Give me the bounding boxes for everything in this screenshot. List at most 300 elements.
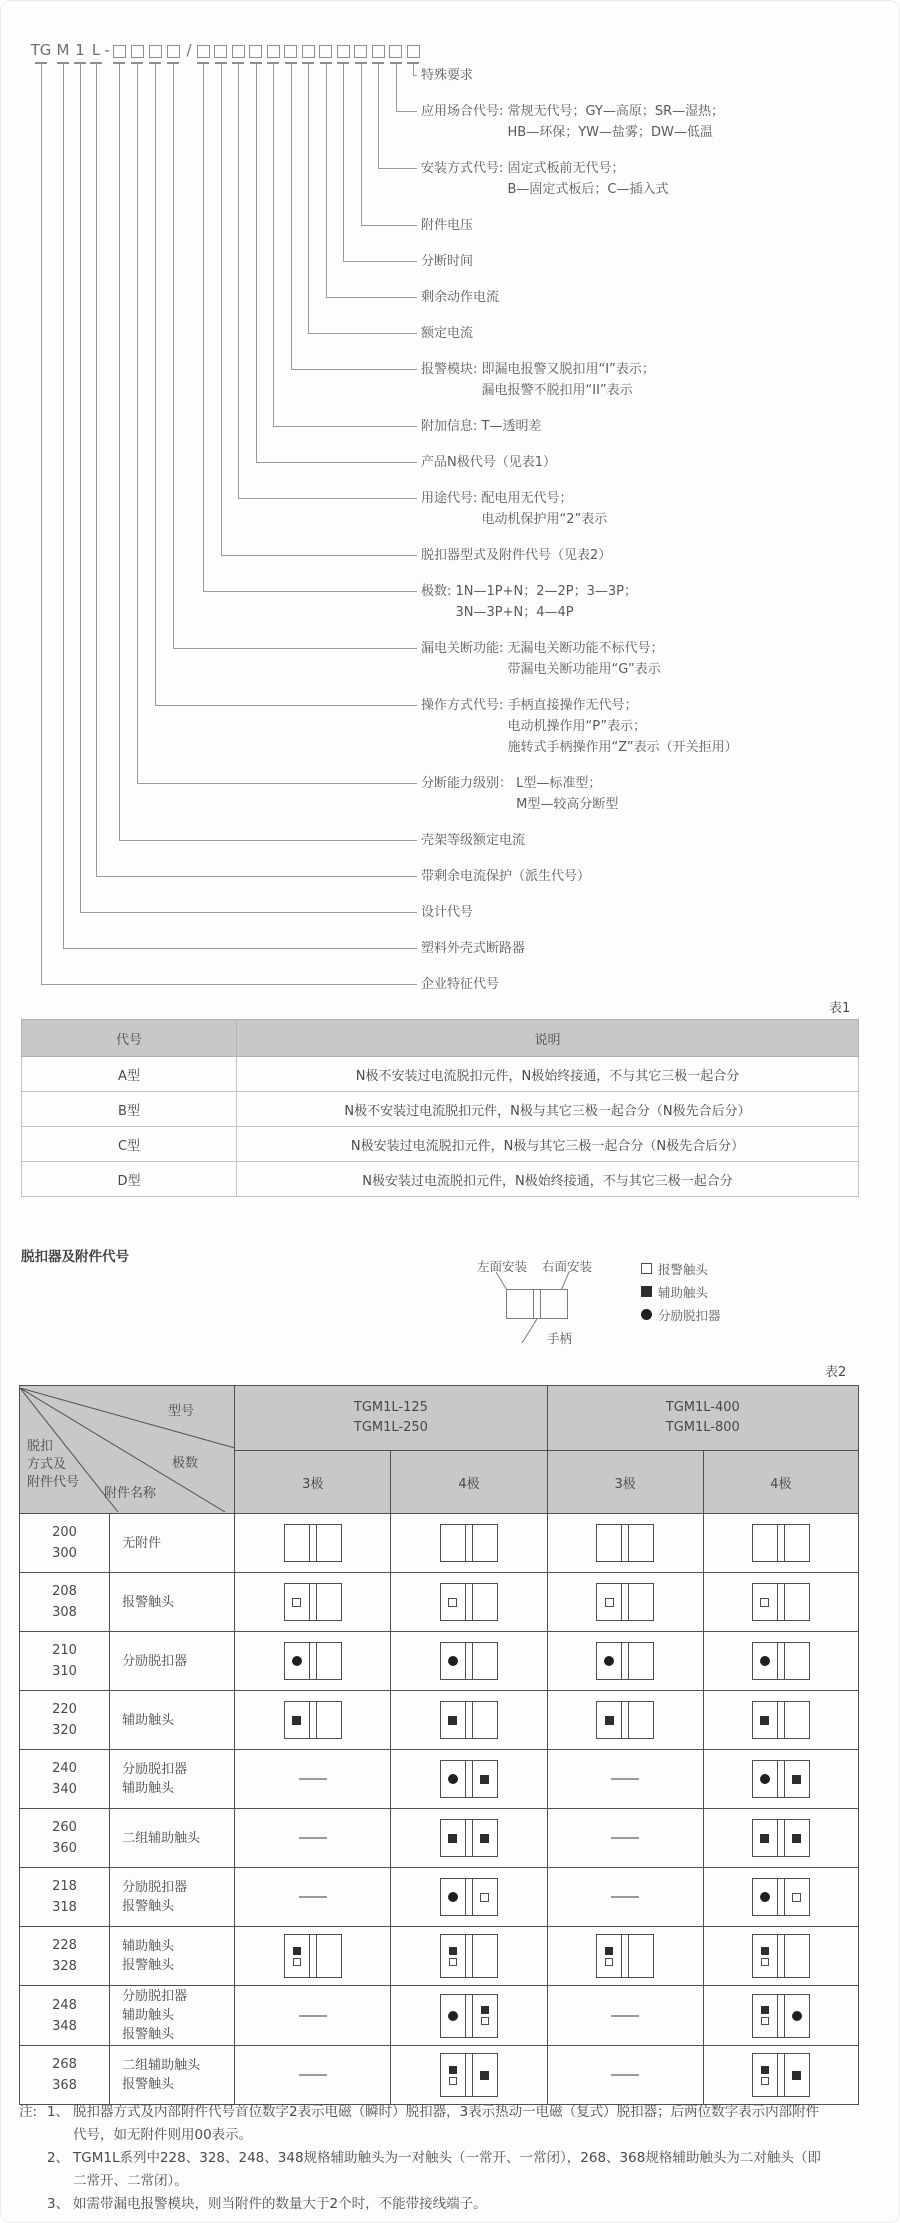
alarm-marker-icon — [761, 1958, 769, 1966]
code-field-label — [421, 938, 525, 959]
div: 报警触头 — [122, 1958, 175, 1973]
span: 固定式板前无代号； — [507, 161, 625, 176]
vline — [221, 64, 222, 555]
lbl-row — [421, 866, 590, 887]
shunt-marker-icon — [448, 1774, 458, 1784]
shunt-marker-icon — [760, 1892, 770, 1902]
breaker-handle-bar — [777, 1525, 785, 1561]
code-field-label — [421, 638, 664, 680]
aux-marker-icon — [293, 1947, 301, 1955]
breaker-handle-bar — [465, 2054, 473, 2096]
span: 电动机操作用“P”表示； — [507, 719, 647, 734]
code-field-label — [421, 545, 611, 566]
breaker-symbol — [284, 1642, 342, 1680]
model-name-line: TGM1L-800 — [665, 1420, 740, 1435]
breaker-handle-bar — [621, 1935, 629, 1977]
code-field-label — [421, 158, 669, 200]
code-field-label — [421, 902, 473, 923]
t2-name — [110, 2046, 235, 2105]
not-available-dash — [611, 2074, 639, 2076]
breaker-symbol — [440, 1819, 498, 1857]
compartment — [785, 1702, 809, 1738]
legend-label-shunt: 分励脱扣器 — [658, 1307, 721, 1323]
aux-marker-icon — [448, 1716, 457, 1725]
vline — [396, 64, 397, 111]
vline — [155, 64, 156, 705]
div: 报警触头 — [122, 2077, 175, 2092]
lbl-row — [421, 581, 637, 602]
div: 无附件 — [122, 1535, 162, 1551]
compartment — [473, 1643, 497, 1679]
compartment — [441, 1820, 465, 1856]
div: 308 — [52, 1605, 77, 1620]
sym-cell — [703, 1514, 858, 1573]
alarm-marker-icon — [449, 1958, 457, 1966]
breaker-handle-bar — [777, 1995, 785, 2037]
sym-cell — [547, 1691, 703, 1750]
not-available-dash — [299, 1837, 327, 1839]
div: 200 — [52, 1525, 77, 1540]
div: 268 — [52, 2057, 77, 2072]
sym-cell — [547, 1809, 703, 1868]
div: 210 — [52, 1643, 77, 1658]
shunt-release-icon — [641, 1309, 652, 1320]
compartment — [285, 1702, 309, 1738]
sym-cell — [391, 1750, 547, 1809]
t2-code — [20, 1986, 110, 2046]
compartment — [785, 1643, 809, 1679]
t2-code — [20, 1632, 110, 1691]
table2-row — [20, 2046, 859, 2105]
lbl-row — [421, 830, 525, 851]
breaker-symbol — [440, 1760, 498, 1798]
span: 漏电报警不脱扣用“II”表示 — [481, 383, 633, 398]
aux-contact-icon — [641, 1286, 652, 1297]
breaker-symbol — [284, 1701, 342, 1739]
div: 320 — [52, 1723, 77, 1738]
shunt-marker-icon — [604, 1656, 614, 1666]
breaker-symbol — [440, 1878, 498, 1916]
shunt-marker-icon — [760, 1774, 770, 1784]
breaker-handle-bar — [465, 1525, 473, 1561]
sym-cell — [547, 2046, 703, 2105]
table2-tag: 表2 — [825, 1365, 847, 1380]
breaker-handle-bar — [777, 1702, 785, 1738]
sym-cell — [235, 1868, 391, 1927]
code-field-label — [421, 488, 607, 530]
sym-cell — [235, 1514, 391, 1573]
lbl-row — [421, 488, 607, 509]
div: 360 — [52, 1841, 77, 1856]
code-field-label — [421, 974, 499, 995]
sym-cell — [391, 2046, 547, 2105]
t2-name — [110, 1809, 235, 1868]
span: L型—标准型； — [516, 776, 602, 791]
t2-name — [110, 1514, 235, 1573]
compartment — [317, 1525, 341, 1561]
breaker-handle-bar — [621, 1643, 629, 1679]
table1-header-row — [22, 1020, 859, 1057]
aux-marker-icon — [792, 2071, 801, 2080]
div: 辅助触头 — [122, 1781, 175, 1796]
lbl-row — [421, 323, 473, 344]
breaker-handle-bar — [777, 1935, 785, 1977]
sym-cell — [547, 1927, 703, 1986]
breaker-symbol — [752, 1642, 810, 1680]
hline — [291, 369, 418, 370]
table1-row — [22, 1057, 859, 1092]
compartment — [753, 1525, 777, 1561]
breaker-symbol — [440, 2053, 498, 2097]
hline — [378, 168, 417, 169]
compartment — [785, 1525, 809, 1561]
t2-name — [110, 1750, 235, 1809]
sym-cell — [235, 1927, 391, 1986]
aux-marker-icon — [480, 1834, 489, 1843]
div: 辅助触头 — [122, 1939, 175, 1954]
span: 电动机保护用“2”表示 — [481, 512, 608, 527]
compartment — [441, 1995, 465, 2037]
span: 带漏电关断功能用“G”表示 — [507, 662, 661, 677]
hline — [413, 75, 417, 76]
div: 辅助触头 — [122, 1712, 175, 1728]
div: 340 — [52, 1782, 77, 1797]
code-field-label — [421, 581, 637, 623]
hline — [80, 912, 417, 913]
code-box — [354, 45, 367, 58]
span: T—透明差 — [481, 419, 542, 434]
table1-wrap — [21, 1019, 859, 1197]
breaker-handle-bar — [465, 1643, 473, 1679]
aux-marker-icon — [761, 2066, 769, 2074]
breaker-left-compartment — [507, 1290, 533, 1318]
sym-cell — [703, 2046, 858, 2105]
breaker-handle-bar — [777, 1820, 785, 1856]
aux-marker-icon — [761, 1947, 769, 1955]
legend-row-aux — [641, 1280, 721, 1303]
sym-cell — [391, 1986, 547, 2046]
aux-marker-icon — [761, 2006, 769, 2014]
code-field-label — [421, 323, 473, 344]
right-mount-label: 右面安装 — [542, 1259, 593, 1274]
code-field-label — [421, 866, 590, 887]
compartment — [441, 1643, 465, 1679]
vline — [273, 64, 274, 426]
lbl-row — [421, 509, 607, 530]
table1-tag: 表1 — [829, 1001, 851, 1016]
td: N极不安装过电流脱扣元件，N极与其它三极一起合分（N极先合后分） — [237, 1092, 859, 1127]
vline — [343, 64, 344, 261]
thead — [20, 1386, 859, 1514]
breaker-handle-bar — [309, 1702, 317, 1738]
span: 配电用无代号； — [481, 491, 573, 506]
not-available-dash — [299, 1778, 327, 1780]
lbl-name: 操作方式代号: — [421, 698, 508, 713]
table2-row — [20, 1809, 859, 1868]
lbl-row — [421, 158, 669, 179]
breaker-symbol — [284, 1934, 342, 1978]
table2-row — [20, 1514, 859, 1573]
table2-row — [20, 1927, 859, 1986]
lbl-name: 额定电流 — [421, 326, 474, 341]
hline — [343, 261, 417, 262]
lbl-row — [421, 602, 637, 623]
n-pole-code-table — [21, 1019, 859, 1197]
not-available-dash — [611, 2015, 639, 2017]
breaker-handle-bar — [777, 1879, 785, 1915]
lbl-name: 带剩余电流保护（派生代号） — [421, 869, 591, 884]
compartment — [317, 1702, 341, 1738]
sym-cell — [391, 1632, 547, 1691]
table1-body — [22, 1057, 859, 1197]
sym-cell — [391, 1573, 547, 1632]
alarm-marker-icon — [761, 2077, 769, 2085]
compartment — [473, 1820, 497, 1856]
breaker-handle-bar — [777, 1584, 785, 1620]
compartment — [473, 2054, 497, 2096]
table1-row — [22, 1127, 859, 1162]
t2-code — [20, 1573, 110, 1632]
div: 218 — [52, 1879, 77, 1894]
t2-name — [110, 1632, 235, 1691]
lbl-name: 应用场合代号: — [421, 104, 508, 119]
not-available-dash — [299, 1896, 327, 1898]
breaker-figure-body — [506, 1289, 568, 1319]
sym-cell — [703, 1809, 858, 1868]
sym-cell — [547, 1750, 703, 1809]
table2-body — [20, 1514, 859, 2105]
code-box — [284, 45, 297, 58]
vline — [173, 64, 174, 648]
code-sep: / — [186, 41, 192, 59]
not-available-dash — [611, 1837, 639, 1839]
corner-label-poles: 极数 — [172, 1455, 199, 1471]
vline — [308, 64, 309, 333]
alarm-marker-icon — [480, 1893, 489, 1902]
compartment — [597, 1643, 621, 1679]
table2-header-row1 — [20, 1386, 859, 1451]
shunt-marker-icon — [292, 1656, 302, 1666]
pole-header-1: 3极 — [235, 1451, 391, 1514]
sym-cell — [391, 1691, 547, 1750]
aux-marker-icon — [292, 1716, 301, 1725]
compartment — [473, 1702, 497, 1738]
compartment — [785, 1995, 809, 2037]
breaker-handle-bar — [465, 1584, 473, 1620]
compartment — [473, 1935, 497, 1977]
div: 分励脱扣器 — [122, 1880, 188, 1895]
breaker-symbol — [596, 1524, 654, 1562]
lbl-row — [421, 938, 525, 959]
span: 即漏电报警又脱扣用“I”表示； — [481, 362, 655, 377]
compartment — [441, 1879, 465, 1915]
sym-cell — [703, 1868, 858, 1927]
not-available-dash — [299, 2074, 327, 2076]
sym-cell — [547, 1514, 703, 1573]
corner-code-line3: 附件代号 — [27, 1474, 80, 1490]
compartment — [753, 1643, 777, 1679]
code-box — [302, 45, 315, 58]
corner-code-line1: 脱扣 — [27, 1438, 54, 1454]
code-box — [389, 45, 402, 58]
t2-code — [20, 1868, 110, 1927]
alarm-marker-icon — [293, 1958, 301, 1966]
div: 报警触头 — [122, 1899, 175, 1914]
breaker-handle-bar — [621, 1525, 629, 1561]
code-box — [149, 45, 162, 58]
compartment — [441, 1584, 465, 1620]
breaker-symbol — [752, 1819, 810, 1857]
compartment — [441, 1935, 465, 1977]
alarm-marker-icon — [792, 1893, 801, 1902]
span: B—固定式板后；C—插入式 — [507, 182, 669, 197]
aux-marker-icon — [481, 2006, 489, 2014]
note-item — [47, 2193, 831, 2216]
breaker-symbol — [440, 1583, 498, 1621]
hline — [326, 297, 418, 298]
lbl-name: 附加信息: — [421, 419, 482, 434]
corner-label-model: 型号 — [168, 1403, 195, 1419]
notes-items — [47, 2101, 831, 2216]
note-num: 2、 — [47, 2150, 70, 2166]
hline — [221, 555, 418, 556]
td: N极安装过电流脱扣元件，N极始终接通，不与其它三极一起合分 — [237, 1162, 859, 1197]
compartment — [285, 1584, 309, 1620]
corner-label-accessory: 附件名称 — [104, 1485, 157, 1501]
lbl-name: 塑料外壳式断路器 — [421, 941, 526, 956]
span: 手柄直接操作无代号； — [507, 698, 638, 713]
lbl-name: 用途代号: — [421, 491, 482, 506]
hline — [256, 462, 418, 463]
compartment — [597, 1584, 621, 1620]
lbl-row — [421, 638, 664, 659]
lbl-row — [421, 101, 724, 122]
notes-prefix: 注: — [19, 2104, 38, 2120]
code-box — [407, 45, 420, 58]
hline — [273, 426, 417, 427]
hline — [238, 498, 417, 499]
breaker-symbol — [752, 1701, 810, 1739]
sym-cell — [703, 1986, 858, 2046]
lbl-row — [421, 65, 473, 86]
span: M型—较高分断型 — [516, 797, 619, 812]
handle-label: 手柄 — [547, 1331, 573, 1346]
t2-code — [20, 1750, 110, 1809]
breaker-handle-bar — [533, 1290, 541, 1318]
t2-code — [20, 2046, 110, 2105]
div: 240 — [52, 1761, 77, 1776]
legend-label-aux: 辅助触头 — [658, 1284, 709, 1300]
lbl-row — [421, 380, 655, 401]
t2-code — [20, 1809, 110, 1868]
compartment — [441, 1761, 465, 1797]
div: 分励脱扣器 — [122, 1762, 188, 1777]
vline — [119, 64, 120, 840]
footnotes — [19, 2101, 885, 2216]
hline — [396, 111, 418, 112]
model-name-line: TGM1L-400 — [665, 1400, 740, 1415]
sym-cell — [703, 1927, 858, 1986]
breaker-symbol — [284, 1583, 342, 1621]
legend-row-shunt — [641, 1303, 721, 1326]
vline — [80, 64, 81, 912]
table2-row — [20, 1868, 859, 1927]
model-header-400-800 — [547, 1386, 858, 1451]
shunt-marker-icon — [792, 2011, 802, 2021]
vline — [41, 64, 42, 984]
lbl-name: 报警模块: — [421, 362, 482, 377]
table1-row — [22, 1092, 859, 1127]
sym-cell — [235, 1986, 391, 2046]
code-field-label — [421, 65, 473, 86]
breaker-symbol — [440, 1524, 498, 1562]
vline — [256, 64, 257, 462]
breaker-figure — [506, 1289, 568, 1319]
breaker-handle-bar — [777, 1761, 785, 1797]
lbl-name: 壳架等级额定电流 — [421, 833, 526, 848]
sym-cell — [235, 2046, 391, 2105]
not-available-dash — [611, 1896, 639, 1898]
t2-name — [110, 1927, 235, 1986]
compartment — [753, 1584, 777, 1620]
breaker-symbol — [752, 1934, 810, 1978]
code-ch: TG — [30, 41, 52, 59]
lbl-row — [421, 179, 669, 200]
hline — [119, 840, 417, 841]
compartment — [785, 1761, 809, 1797]
td: D型 — [22, 1162, 237, 1197]
aux-marker-icon — [448, 1834, 457, 1843]
lbl-name: 漏电关断功能: — [421, 641, 508, 656]
hline — [203, 591, 417, 592]
t2-code — [20, 1927, 110, 1986]
alarm-marker-icon — [605, 1958, 613, 1966]
compartment — [597, 1935, 621, 1977]
not-available-dash — [299, 2015, 327, 2017]
span: 3N—3P+N；4—4P — [455, 605, 574, 620]
compartment — [473, 1761, 497, 1797]
breaker-handle-bar — [621, 1584, 629, 1620]
code-box — [197, 45, 210, 58]
code-field-label — [421, 773, 618, 815]
hline — [308, 333, 417, 334]
code-box — [372, 45, 385, 58]
lbl-row — [421, 215, 473, 236]
code-field-label — [421, 452, 556, 473]
t2-name — [110, 1573, 235, 1632]
t2-code — [20, 1514, 110, 1573]
sym-cell — [547, 1868, 703, 1927]
pole-header-3: 3极 — [547, 1451, 703, 1514]
breaker-handle-bar — [465, 1879, 473, 1915]
note-item — [47, 2101, 831, 2147]
sym-cell — [391, 1809, 547, 1868]
aux-marker-icon — [792, 1834, 801, 1843]
compartment — [285, 1525, 309, 1561]
hline — [137, 783, 417, 784]
span: 常规无代号；GY—高原；SR—湿热； — [507, 104, 725, 119]
breaker-symbol — [752, 1583, 810, 1621]
table2-corner-cell — [20, 1386, 235, 1514]
breaker-symbol — [596, 1583, 654, 1621]
div: 分励脱扣器 — [122, 1653, 188, 1669]
compartment — [629, 1643, 653, 1679]
aux-marker-icon — [792, 1775, 801, 1784]
lbl-row — [421, 794, 618, 815]
shunt-marker-icon — [448, 1656, 458, 1666]
compartment — [473, 1879, 497, 1915]
lbl-name: 附件电压 — [421, 218, 474, 233]
